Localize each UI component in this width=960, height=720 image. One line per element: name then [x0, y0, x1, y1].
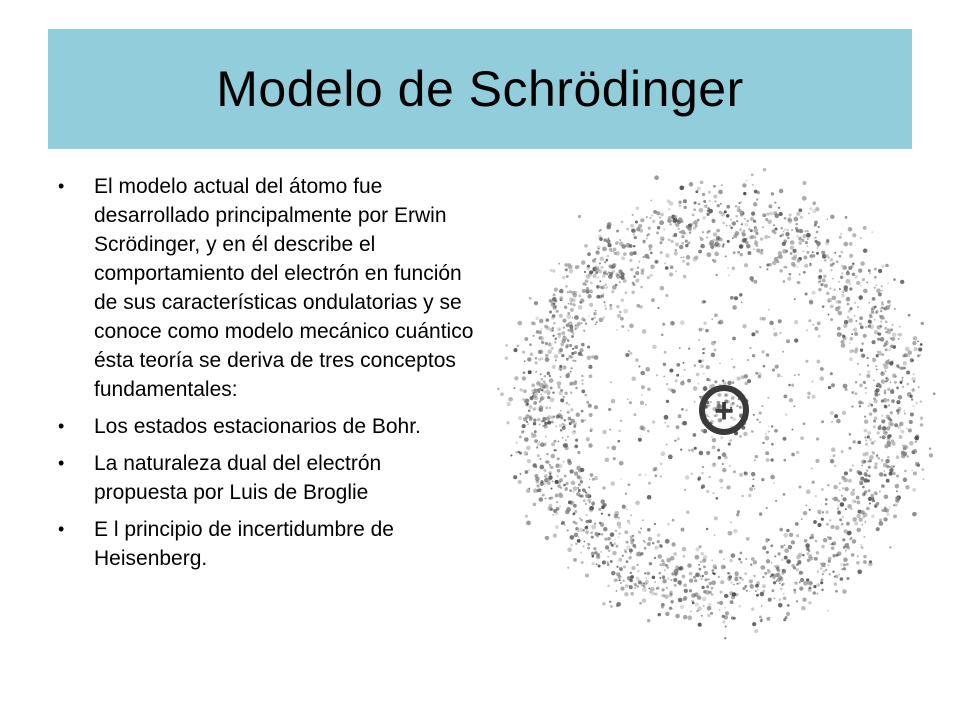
bullet-text: La naturaleza dual del electrón propuesta por Luis de Broglie — [94, 452, 382, 504]
bullet-item — [58, 172, 478, 404]
bullet-icon: • — [58, 416, 65, 436]
bullet-item — [58, 449, 478, 507]
bullet-icon: • — [58, 519, 65, 539]
bullet-text: Los estados estacionarios de Bohr. — [94, 415, 421, 438]
nucleus-symbol: + — [714, 392, 734, 430]
bullet-item — [58, 515, 478, 573]
bullet-item — [58, 412, 478, 441]
bullet-icon: • — [58, 453, 65, 473]
electron-cloud-icon — [494, 164, 940, 646]
bullet-text: E l principio de incertidumbre de Heisenberg. — [94, 518, 394, 570]
bullet-icon: • — [58, 176, 65, 196]
electron-cloud-figure — [494, 164, 940, 646]
bullet-text: El modelo actual del átomo fue desarrollado principalmente por Erwin Scrödinger, y en él describe el comportamiento del electrón en función de sus características ondulatorias y se conoce como modelo mecánico cuántico ésta teoría se deriva de tres conceptos fundamentales: — [94, 175, 474, 401]
slide-title: Modelo de Schrödinger — [216, 61, 744, 117]
title-banner — [48, 29, 912, 149]
bullet-list — [58, 172, 478, 581]
